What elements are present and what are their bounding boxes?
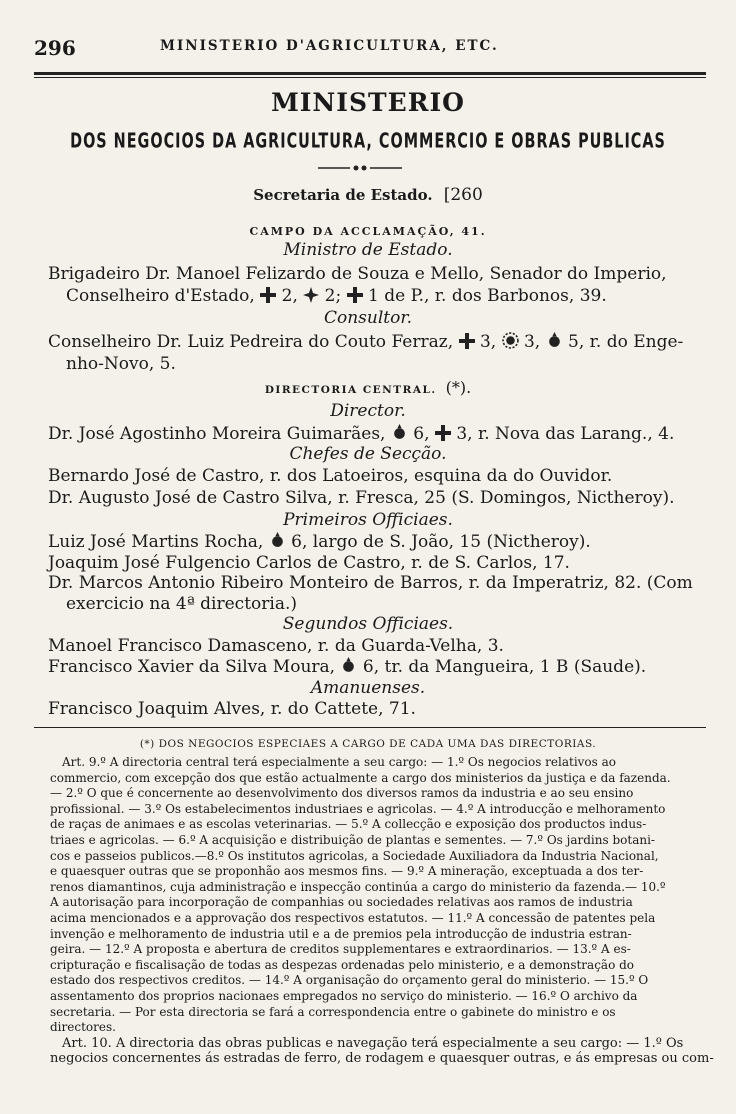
director-line-c: 3, r. Nova das Larang., 4. bbox=[456, 424, 675, 444]
page-number: 296 bbox=[34, 36, 76, 60]
segundo-2-text: Francisco Xavier da Silva Moura, bbox=[48, 657, 336, 677]
footnote-rule bbox=[34, 727, 706, 728]
footnote-line: Art. 10. A directoria das obras publicas e navegação terá especialmente a seu cargo: — 1.º Os bbox=[62, 1035, 684, 1051]
primeiro-1-b: 6, largo de S. João, 15 (Nictheroy). bbox=[291, 532, 591, 552]
ministro-line-1: Brigadeiro Dr. Manoel Felizardo de Souza e Mello, Senador do Imperio, bbox=[48, 264, 667, 284]
footnote-line: A autorisação para incorporação de companhias ou sociedades relativas aos ramos de industria bbox=[50, 895, 633, 910]
running-title: MINISTERIO D'AGRICULTURA, ETC. bbox=[160, 38, 499, 54]
consultor-heading: Consultor. bbox=[323, 308, 413, 328]
footnote-line: estado dos respectivos creditos. — 14.º A organisação do orçamento geral do ministerio. — 15.º O bbox=[50, 973, 649, 988]
secretaria-heading-line bbox=[0, 185, 736, 205]
consultor-line-1-c: 3, bbox=[523, 332, 541, 352]
segundo-2 bbox=[48, 657, 646, 677]
order-sun-icon bbox=[502, 332, 519, 349]
secretaria-address: CAMPO DA ACCLAMAÇÃO, 41. bbox=[249, 225, 487, 238]
ministro-line-2-c: 2; bbox=[324, 286, 342, 306]
divider-ornament-icon bbox=[310, 163, 410, 173]
footnote-line: directores. bbox=[50, 1020, 116, 1035]
footnote-line: profissional. — 3.º Os estabelecimentos industriaes e agricolas. — 4.º A introducção e melhoramento bbox=[50, 801, 666, 816]
ministro-line-2 bbox=[66, 286, 607, 306]
footnote-line: cripturação e fiscalisação de todas as despezas ordenadas pelo ministerio, e a demonstração do bbox=[50, 957, 635, 972]
footnote-line: geira. — 12.º A proposta e abertura de creditos supplementares e extraordinarios. — 13.º A es- bbox=[50, 942, 631, 957]
order-rose-icon bbox=[391, 424, 408, 441]
primeiro-3: Dr. Marcos Antonio Ribeiro Monteiro de Barros, r. da Imperatriz, 82. (Com bbox=[48, 573, 693, 593]
order-cross-icon bbox=[260, 287, 276, 303]
secretaria-number: [260 bbox=[443, 185, 483, 205]
ministry-title: MINISTERIO bbox=[271, 88, 465, 117]
directoria-note: (*). bbox=[445, 378, 472, 397]
order-cross-icon bbox=[347, 287, 363, 303]
chefes-heading: Chefes de Secção. bbox=[289, 444, 447, 464]
ministro-line-2-b: 2, bbox=[281, 286, 298, 306]
consultor-line-1-b: 3, bbox=[479, 332, 497, 352]
director-heading: Director. bbox=[330, 401, 406, 421]
footnote-line: negocios concernentes ás estradas de ferro, de rodagem e quaesquer outras, e ás empresas ou com- bbox=[50, 1051, 714, 1067]
directoria-heading: DIRECTORIA CENTRAL. bbox=[264, 384, 437, 396]
order-cross-icon bbox=[435, 425, 451, 441]
footnote-line: — 2.º O que é concernente ao desenvolvimento dos diversos ramos da industria e ao seu ensino bbox=[50, 786, 634, 801]
page-header bbox=[0, 36, 736, 66]
footnote-line: acima mencionados e a approvação dos respectivos estatutos. — 11.º A concessão de patentes pela bbox=[50, 911, 656, 925]
order-rose-icon bbox=[340, 657, 357, 674]
footnote-line: de raças de animaes e as escolas veterinarias. — 5.º A collecção e exposição dos productos indus- bbox=[50, 817, 647, 832]
header-rule bbox=[34, 72, 706, 75]
footnote-line: cos e passeios publicos.—8.º Os institutos agricolas, a Sociedade Auxiliadora da Industria Nacional, bbox=[50, 848, 659, 863]
ministro-heading: Ministro de Estado. bbox=[283, 240, 453, 260]
footnote-heading: (*) DOS NEGOCIOS ESPECIAES A CARGO DE CADA UMA DAS DIRECTORIAS. bbox=[139, 738, 597, 750]
primeiro-2: Joaquim José Fulgencio Carlos de Castro, r. de S. Carlos, 17. bbox=[48, 553, 570, 573]
chefe-1: Bernardo José de Castro, r. dos Latoeiros, esquina da do Ouvidor. bbox=[48, 466, 613, 486]
order-star-icon bbox=[303, 287, 319, 303]
consultor-line-1-d: 5, r. do Enge- bbox=[568, 332, 684, 352]
amanuenses-heading: Amanuenses. bbox=[310, 678, 426, 698]
directoria-heading-line bbox=[0, 378, 736, 397]
secretaria-address-line bbox=[0, 220, 736, 239]
footnote-line: Art. 9.º A directoria central terá especialmente a seu cargo: — 1.º Os negocios relativos ao bbox=[62, 755, 617, 769]
segundo-2-b: 6, tr. da Mangueira, 1 B (Saude). bbox=[362, 657, 647, 677]
header-rule-thin bbox=[34, 77, 706, 78]
primeiro-1 bbox=[48, 532, 591, 552]
order-rose-icon bbox=[546, 332, 563, 349]
chefe-2: Dr. Augusto José de Castro Silva, r. Fresca, 25 (S. Domingos, Nictheroy). bbox=[48, 488, 675, 508]
consultor-line-1-text: Conselheiro Dr. Luiz Pedreira do Couto Ferraz, bbox=[48, 332, 454, 352]
order-cross-icon bbox=[459, 333, 475, 349]
secretaria-heading: Secretaria de Estado. bbox=[253, 186, 433, 204]
footnote-line: secretaria. — Por esta directoria se fará a correspondencia entre o gabinete do ministro e os bbox=[50, 1004, 616, 1019]
amanuense-1: Francisco Joaquim Alves, r. do Cattete, 71. bbox=[48, 699, 416, 719]
primeiros-heading: Primeiros Officiaes. bbox=[283, 510, 453, 530]
ministro-line-2-text: Conselheiro d'Estado, bbox=[66, 286, 255, 306]
footnote-line: triaes e agricolas. — 6.º A acquisição e distribuição de plantas e sementes. — 7.º Os jardins botani- bbox=[50, 833, 655, 847]
consultor-line-1 bbox=[48, 332, 683, 352]
director-line-b: 6, bbox=[413, 424, 430, 444]
segundos-heading: Segundos Officiaes. bbox=[282, 614, 454, 634]
ministro-line-2-d: 1 de P., r. dos Barbonos, 39. bbox=[368, 286, 607, 306]
footnote-line: renos diamantinos, cuja administração e inspecção continúa a cargo do ministerio da fazenda.— 10.º bbox=[50, 879, 666, 894]
footnote-line: commercio, com excepção dos que estão actualmente a cargo dos ministerios da justiça e da fazenda. bbox=[50, 770, 671, 785]
segundo-1: Manoel Francisco Damasceno, r. da Guarda-Velha, 3. bbox=[48, 636, 504, 656]
director-line-text: Dr. José Agostinho Moreira Guimarães, bbox=[48, 424, 386, 444]
primeiro-1-text: Luiz José Martins Rocha, bbox=[48, 532, 264, 552]
director-line bbox=[48, 424, 674, 444]
primeiro-3-cont: exercicio na 4ª directoria.) bbox=[66, 594, 298, 614]
footnote-line: e quaesquer outras que se proponhão aos mesmos fins. — 9.º A mineração, exceptuada a dos ter- bbox=[50, 864, 644, 879]
consultor-line-2: nho-Novo, 5. bbox=[66, 354, 176, 374]
ministry-subtitle: DOS NEGOCIOS DA AGRICULTURA, COMMERCIO E OBRAS PUBLICAS bbox=[70, 128, 666, 153]
footnote-line: assentamento dos proprios nacionaes empregados no serviço do ministerio. — 16.º O archivo da bbox=[50, 989, 638, 1003]
footnote-line: invenção e melhoramento de industria util e a de premios pela introducção de industria estran- bbox=[50, 926, 632, 941]
order-rose-icon bbox=[269, 532, 286, 549]
